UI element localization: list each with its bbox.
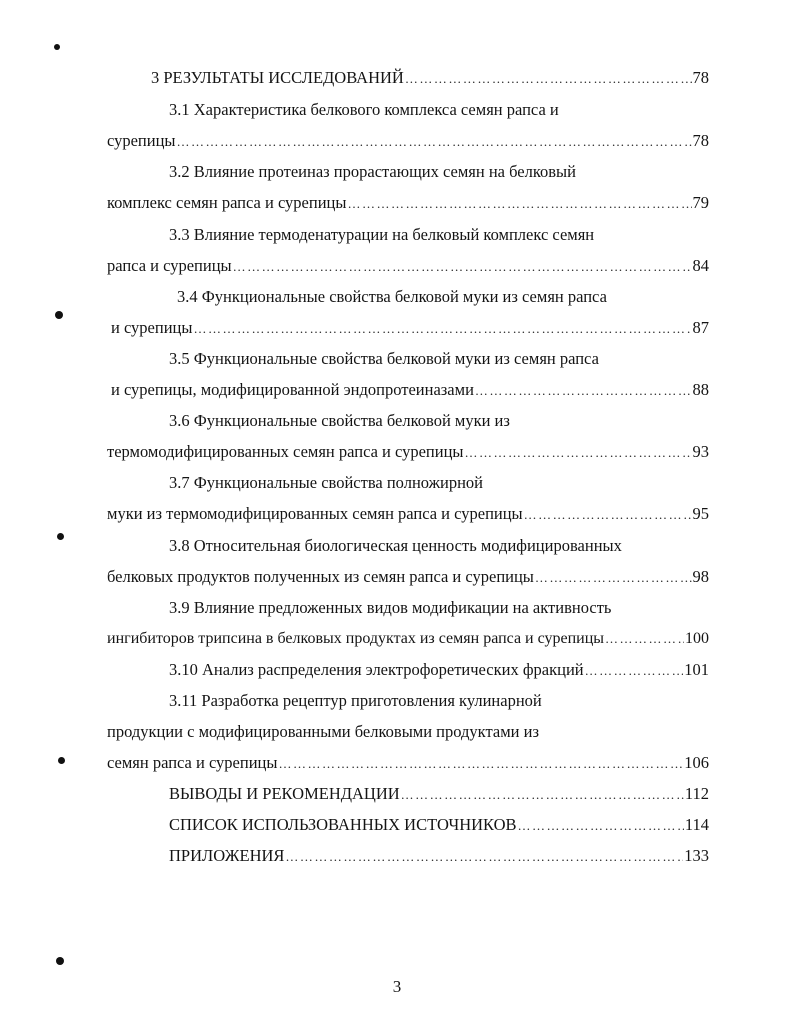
binder-hole-mark (56, 957, 64, 965)
toc-entry-title: и сурепицы, модифицированной эндопротеиназами (111, 380, 474, 399)
toc-entry-title: 3 РЕЗУЛЬТАТЫ ИССЛЕДОВАНИЙ (151, 68, 404, 87)
toc-entry-3-8-line1: 3.8 Относительная биологическая ценность модифицированных (169, 536, 622, 555)
dot-leader (518, 816, 684, 836)
toc-entry-title: белковых продуктов полученных из семян рапса и сурепицы (107, 567, 534, 586)
toc-entry-3-3 (107, 256, 709, 277)
toc-page-number: 79 (692, 193, 709, 212)
binder-hole-mark (55, 311, 63, 319)
toc-page-number: 133 (684, 846, 709, 865)
toc-entry-conclusions (169, 784, 709, 805)
toc-entry-3-3-line1: 3.3 Влияние термоденатурации на белковый комплекс семян (169, 225, 595, 244)
toc-entry-title: ПРИЛОЖЕНИЯ (169, 846, 285, 865)
toc-entry-title: комплекс семян рапса и сурепицы (107, 193, 347, 212)
toc-entry-3-11-line2: продукции с модифицированными белковыми продуктами из (107, 722, 539, 741)
toc-entry-3-11-line1: 3.11 Разработка рецептур приготовления кулинарной (169, 691, 542, 710)
toc-entry-3-9 (107, 629, 709, 649)
binder-hole-mark (57, 533, 64, 540)
binder-hole-mark (54, 44, 60, 50)
toc-entry-3-8 (107, 567, 709, 588)
toc-entry-title: рапса и сурепицы (107, 256, 232, 275)
toc-entry-title: ингибиторов трипсина в белковых продуктах из семян рапса и сурепицы (107, 630, 605, 647)
toc-entry-3-9-line1: 3.9 Влияние предложенных видов модификации на активность (169, 598, 612, 617)
toc-entry-3-7-line1: 3.7 Функциональные свойства полножирной (169, 473, 484, 492)
binder-hole-mark (58, 757, 65, 764)
toc-entry-references (169, 815, 709, 836)
toc-page-number: 114 (684, 815, 709, 834)
dot-leader (285, 847, 683, 867)
toc-entry-3-1 (107, 131, 709, 152)
toc-page-number: 95 (692, 504, 709, 523)
dot-leader (475, 381, 692, 401)
toc-entry-chapter-3 (151, 68, 709, 89)
toc-entry-3-6-line1: 3.6 Функциональные свойства белковой муки из (169, 411, 510, 430)
toc-page-number: 106 (684, 753, 709, 772)
dot-leader (585, 661, 684, 681)
toc-page-number: 93 (692, 442, 709, 461)
toc-entry-title: муки из термомодифицированных семян рапса и сурепицы (107, 504, 523, 523)
toc-entry-title: 3.10 Анализ распределения электрофоретических фракций (169, 660, 584, 679)
dot-leader (401, 785, 684, 805)
toc-page-number: 98 (692, 567, 709, 586)
toc-page-number: 100 (685, 630, 709, 647)
toc-entry-3-10 (169, 660, 709, 681)
dot-leader (233, 257, 692, 277)
toc-entry-title: сурепицы (107, 131, 176, 150)
toc-page-number: 112 (684, 784, 709, 803)
toc-entry-3-6 (107, 442, 709, 463)
toc-entry-3-2-line1: 3.2 Влияние протеиназ прорастающих семян на белковый (169, 162, 576, 181)
dot-leader (193, 319, 691, 339)
dot-leader (524, 505, 692, 525)
toc-entry-title: семян рапса и сурепицы (107, 753, 278, 772)
toc-entry-title: и сурепицы (111, 318, 193, 337)
toc-entry-appendices (169, 846, 709, 867)
toc-entry-3-4-line1: 3.4 Функциональные свойства белковой муки из семян рапса (177, 287, 607, 306)
toc-page-number: 78 (692, 68, 709, 87)
toc-entry-3-4 (111, 318, 709, 339)
toc-page-number: 84 (692, 256, 709, 275)
dot-leader (605, 629, 684, 649)
toc-page-number: 87 (692, 318, 709, 337)
toc-page-number: 88 (692, 380, 709, 399)
toc-page-number: 101 (684, 660, 709, 679)
dot-leader (405, 69, 692, 89)
dot-leader (347, 194, 691, 214)
toc-entry-3-11 (107, 753, 709, 774)
toc-entry-3-5-line1: 3.5 Функциональные свойства белковой муки из семян рапса (169, 349, 599, 368)
dot-leader (278, 754, 683, 774)
dot-leader (465, 443, 692, 463)
dot-leader (177, 132, 692, 152)
page-number: 3 (392, 977, 402, 996)
dot-leader (535, 568, 692, 588)
toc-entry-3-2 (107, 193, 709, 214)
toc-entry-3-5 (111, 380, 709, 401)
toc-entry-title: термомодифицированных семян рапса и сурепицы (107, 442, 464, 461)
toc-entry-3-7 (107, 504, 709, 525)
toc-entry-title: СПИСОК ИСПОЛЬЗОВАННЫХ ИСТОЧНИКОВ (169, 815, 517, 834)
toc-entry-title: ВЫВОДЫ И РЕКОМЕНДАЦИИ (169, 784, 400, 803)
toc-entry-3-1-line1: 3.1 Характеристика белкового комплекса семян рапса и (169, 100, 559, 119)
toc-page-number: 78 (692, 131, 709, 150)
